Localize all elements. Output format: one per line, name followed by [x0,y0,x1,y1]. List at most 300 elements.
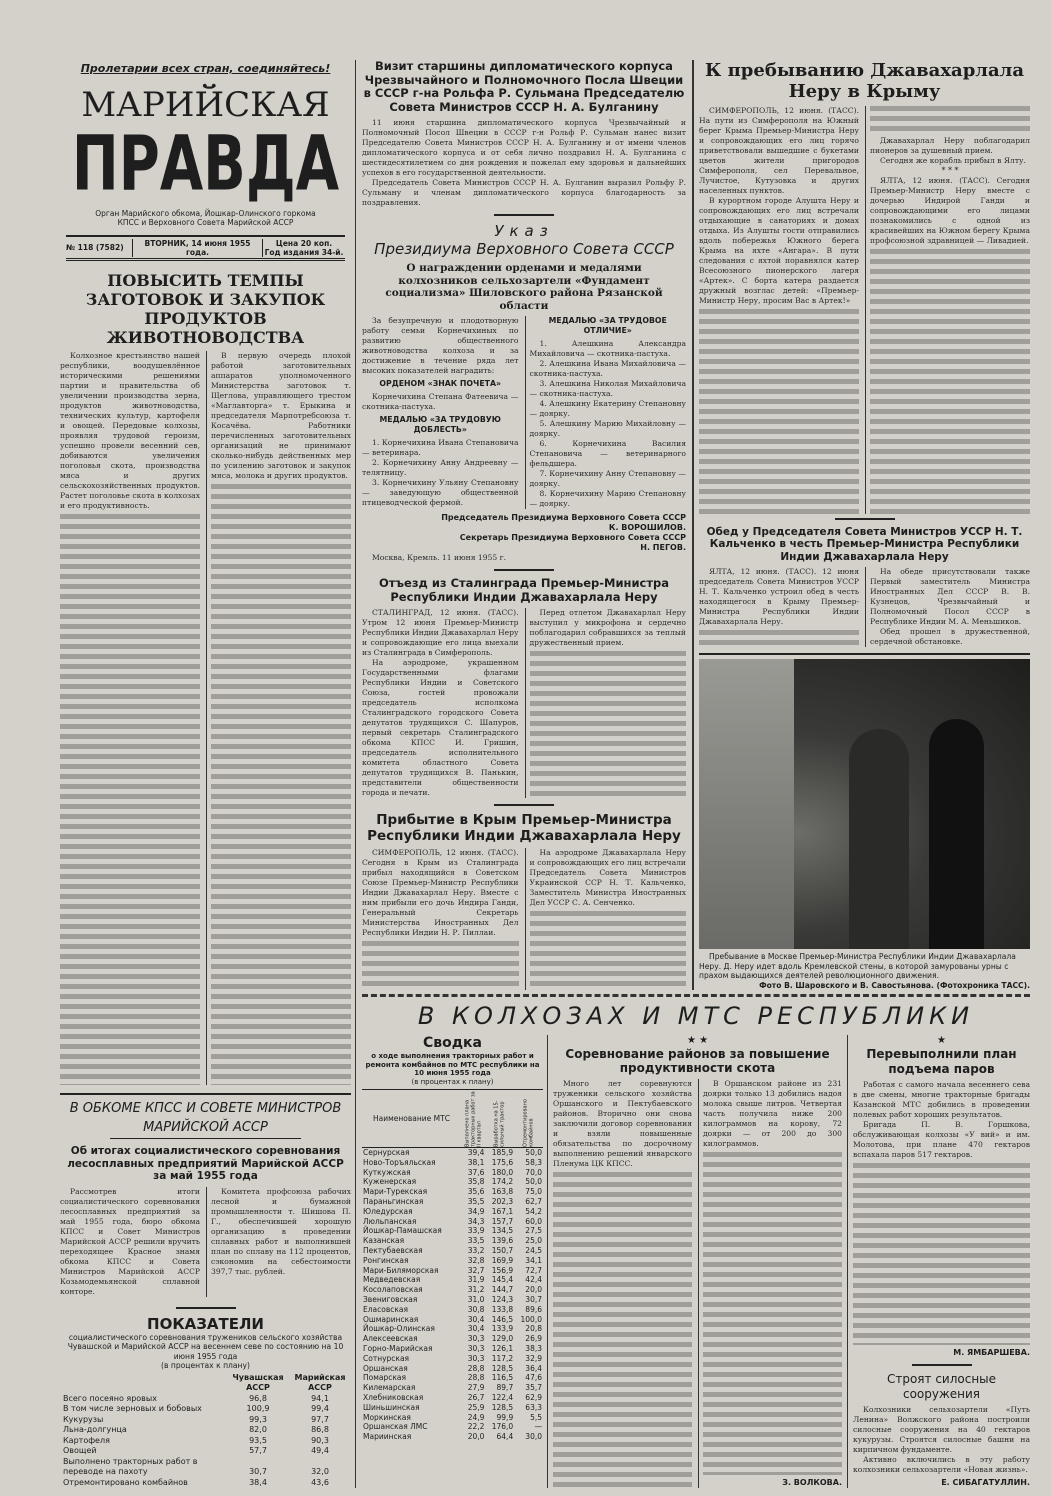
indicator-name: Льна-долгунца [63,1425,127,1434]
mts-name: Моркинская [363,1412,411,1422]
combines-value: 38,3 [525,1343,542,1353]
output-value: 167,1 [491,1206,514,1216]
organ-line: Орган Марийского обкома, Йошкар-Олинского горкома КПСС и Верховного Совета Марийской АССР [95,209,316,227]
masthead [60,60,351,261]
table-row [362,1187,543,1197]
mari-value: 43,6 [311,1477,329,1487]
output-value: 122,4 [491,1392,514,1402]
summary-table-section [362,1035,548,1488]
output-value: 145,4 [491,1275,514,1285]
combines-value: 50,0 [525,1177,542,1187]
mts-name: Йошкар-Олинская [363,1324,435,1334]
tractor-work-value: 28,8 [467,1373,485,1383]
departure-paragraph: Перед отлетом Джавахарлал Неру выступил у микрофона и сердечно поблагодарил собравшихся за теплый дружественный прием. [529,608,686,647]
table-row [362,1364,543,1374]
tractor-work-value: 28,8 [467,1363,485,1373]
mts-name: Куткужская [363,1167,411,1177]
price: Цена 20 коп. [275,238,333,248]
bulganin-article [362,60,686,222]
indicator-name: В том числе зерновых и бобовых [63,1404,202,1413]
output-value: 99,9 [496,1412,514,1422]
signature-title: Секретарь Президиума Верховного Совета СССР [459,533,686,542]
indicator-name: Овощей [63,1446,97,1455]
award-item: Корнечихина Степана Фатеевича — скотника-пастуха. [362,392,519,411]
chuvash-value: 30,7 [249,1467,267,1476]
departure-headline: Отъезд из Сталинграда Премьер-Министра Республики Индии Джавахарлала Неру [378,576,670,604]
divider [494,804,554,806]
tractor-work-value: 30,4 [467,1324,485,1334]
departure-article [362,577,686,812]
tractor-work-value: 25,9 [467,1402,485,1412]
tractor-work-value: 33,2 [467,1245,485,1255]
table-row [362,1403,543,1413]
combines-value: 36,4 [525,1363,542,1373]
rubric-line-1: В ОБКОМЕ КПСС И СОВЕТЕ МИНИСТРОВ [69,1101,342,1116]
combines-value: 25,0 [525,1236,542,1246]
column-header: Выработка на 15-сильный трактор [493,1100,506,1147]
dinner-paragraph: ЯЛТА, 12 июня. (ТАСС). 12 июня председатель Совета Министров УССР Н. Т. Кальченко устроил обед в честь находящегося в Крыму Премьер-Министра Республики Индии Джавахарлала Неру. [699,567,859,626]
combines-value: 27,5 [525,1226,542,1236]
divider [912,1364,972,1366]
mts-name: Горно-Марийская [363,1343,433,1353]
tractor-work-value: 22,2 [467,1422,485,1432]
table-row [362,1275,543,1285]
table-row [362,1256,543,1266]
competition-headline: Соревнование районов за повышение продуктивности скота [565,1047,830,1075]
signature-title: Председатель Президиума Верховного Совета СССР [441,513,686,522]
combines-value: — [534,1422,542,1432]
banner-title: В КОЛХОЗАХ И МТС РЕСПУБЛИКИ [417,1002,975,1030]
news-photo [699,659,1030,949]
table-row [60,1394,351,1405]
tractor-work-value: 32,8 [467,1255,485,1265]
author-signature: Е. СИБАГАТУЛЛИН. [941,1478,1030,1487]
tractor-work-value: 33,9 [467,1226,485,1236]
combines-value: 58,3 [525,1157,542,1167]
tractor-work-value: 20,0 [467,1432,485,1442]
table-row [362,1354,543,1364]
output-value: 126,1 [491,1343,514,1353]
combines-value: 24,5 [525,1245,542,1255]
table-row [362,1207,543,1217]
dinner-paragraph: Обед прошел в дружественной, сердечной обстановке. [870,627,1030,646]
issue-number: № 118 (7582) [66,243,124,252]
tractor-work-value: 30,8 [467,1304,485,1314]
tractor-work-value: 38,1 [467,1157,485,1167]
output-value: 124,3 [491,1294,514,1304]
output-value: 176,0 [491,1422,514,1432]
mts-name: Казанская [363,1236,405,1246]
combines-value: 20,0 [525,1285,542,1295]
crimea-paragraph: ЯЛТА, 12 июня. (ТАСС). Сегодня Премьер-Министр Неру вместе с дочерью Индирой Ганди и сопровождающими его лицами познакомились с одной из красивейших на Южном берегу Крыма профсоюзной здравницей — Ливадией. [870,176,1030,245]
text-column [60,514,200,1085]
indicators-subtitle: социалистического соревнования тружеников сельского хозяйства Чувашской и Марийской АССР на весеннем севе по состоянию на 10 июня 1955 года [67,1332,344,1361]
top-row [362,60,1030,990]
output-value: 133,8 [491,1304,514,1314]
mts-name: Пектубаевская [363,1245,423,1255]
text-column [211,484,351,1085]
indicators-section [60,1303,351,1489]
mts-name: Ронгинская [363,1255,409,1265]
editorial-paragraph: В первую очередь плохой работой заготовительных аппаратов уполномоченного Министерства заготовок т. Щеглова, управляющего трестом «Маглавторга» т. Ерыкина и председателя Марпотребсоюза т. Косачёва. Работники перечисленных заготовительных организаций не принимают сколько-нибудь действенных мер по усилению заготовок и закупок мяса, молока и других продуктов. [211,351,351,480]
mari-value: 94,1 [311,1393,329,1403]
table-row [362,1422,543,1432]
order-title: ОРДЕНОМ «ЗНАК ПОЧЕТА» [379,379,502,388]
mts-name: Оршанская [363,1363,408,1373]
mts-name: Мари-Биляморская [363,1265,439,1275]
combines-value: 32,9 [525,1353,542,1363]
award-item: 2. Корнечихину Анну Андреевну — телятницу. [362,458,519,477]
indicators-table [60,1373,351,1489]
output-value: 169,9 [491,1255,514,1265]
table-row [60,1457,351,1478]
table-row [362,1432,543,1442]
mari-value: 97,7 [311,1414,329,1424]
output-value: 139,6 [491,1236,514,1246]
photo-caption: Пребывание в Москве Премьер-Министра Республики Индии Джавахарлала Неру. Д. Неру идет вдоль Кремлевской стены, в которой замурованы урны с прахом выдающихся деятелей революционного движения. [699,952,1016,980]
mts-name: Звениговская [363,1294,418,1304]
mts-name: Ново-Торъяльская [363,1157,436,1167]
star: ★ [937,1035,946,1046]
mts-name: Куженерская [363,1177,417,1187]
table-row [362,1373,543,1383]
table-row [362,1197,543,1207]
text-column [699,309,859,514]
photo-caption-block [699,952,1030,990]
mts-name: Косолаповская [363,1285,423,1295]
output-value: 129,0 [491,1334,514,1344]
tractor-work-value: 34,9 [467,1206,485,1216]
table-row [362,1413,543,1423]
editorial-headline: ПОВЫСИТЬ ТЕМПЫ ЗАГОТОВОК И ЗАКУПОК ПРОДУКТОВ ЖИВОТНОВОДСТВА [85,271,326,347]
photo-block [699,653,1030,990]
table-row [362,1295,543,1305]
table-row [362,1217,543,1227]
divider [494,214,554,216]
right-area [362,60,1030,1488]
valor-title: МЕДАЛЬЮ «ЗА ТРУДОВУЮ ДОБЛЕСТЬ» [379,415,501,434]
divider [835,518,895,520]
column-header: Наименование МТС [372,1113,450,1123]
combines-value: 75,0 [525,1187,542,1197]
indicators-title: ПОКАЗАТЕЛИ [147,1314,264,1333]
output-value: 144,7 [491,1285,514,1295]
output-value: 175,6 [491,1157,514,1167]
arrival-article [362,812,686,990]
newspaper-title-main: ПРАВДА [71,120,340,209]
output-value: 174,2 [491,1177,514,1187]
tractor-work-value: 32,7 [467,1265,485,1275]
output-value: 156,9 [491,1265,514,1275]
tractor-work-value: 24,9 [467,1412,485,1422]
decree-subject: О награждении орденами и медалями колхозников сельхозартели «Фундамент социализма» Шиловского района Рязанской области [385,262,663,312]
tractor-work-value: 31,2 [467,1285,485,1295]
photo-figure [929,719,984,949]
output-value: 163,8 [491,1187,514,1197]
editorial-article [60,271,351,1085]
mari-value: 99,4 [311,1404,329,1413]
mts-name: Оршанская ЛМС [363,1422,428,1432]
text-column [362,941,519,990]
photo-credit: Фото В. Шаровского и В. Савостьянова. (Фотохроника ТАСС). [759,980,1030,990]
crimea-paragraph: СИМФЕРОПОЛЬ, 12 июня. (ТАСС). На пути из Симферополя на Южный берег Крыма Премьер-Министра Неру и сопровождающих его лиц горячо приветствовали вышедшие с букетами цветов жители пригородов Симферополя, сел Перевальное, Лучистое, Кутузовка и других населенных пунктов. [699,106,859,195]
output-value: 185,9 [491,1148,514,1157]
tractor-work-value: 26,7 [467,1392,485,1402]
mts-name: Мариинская [363,1432,412,1442]
mts-name: Ошмаринская [363,1314,419,1324]
table-row [60,1425,351,1436]
table-row [362,1177,543,1187]
tractor-work-value: 30,3 [467,1334,485,1344]
competition-article [548,1035,848,1488]
tractor-work-value: 31,0 [467,1294,485,1304]
mts-name: Помарская [363,1373,407,1383]
obkom-section [60,1093,351,1297]
arrival-paragraph: СИМФЕРОПОЛЬ, 12 июня. (ТАСС). Сегодня в Крым из Сталинграда прибыл находящийся в Советском Союзе Премьер-Министр Республики Индии Джавахарлал Неру. Вместе с ним прибыли его дочь Индира Ганди, Генеральный Секретарь Министерства Иностранных Дел Республики Индии Н. Р. Пиллаи. [362,848,519,937]
distinction-title: МЕДАЛЬЮ «ЗА ТРУДОВОЕ ОТЛИЧИЕ» [548,316,667,335]
column-header: Марийская АССР [294,1372,346,1392]
bulganin-paragraph: Председатель Совета Министров СССР Н. А. Булганин выразил Рольфу Р. Сульману и членам дипломатического корпуса благодарность за поздравления. [362,178,686,207]
output-value: 89,7 [496,1383,514,1393]
column-header: Выполнено плана тракторных работ за II квартал [464,1091,483,1147]
combines-value: 5,5 [530,1412,542,1422]
mts-name: Еласовская [363,1304,409,1314]
mts-name: Юледурская [363,1206,413,1216]
separator-stars: * * * [941,166,959,175]
obkom-paragraph: Комитета профсоюза рабочих лесной и бумажной промышленности т. Шишова П. Г., обеспечившей хорошую организацию в проведении сплавных работ и выполнившей план по сплаву на 112 процентов, сэкономив на себестоимости 397,7 тыс. рублей. [211,1186,351,1276]
output-value: 202,3 [491,1196,514,1206]
mts-name: Параньгинская [363,1196,424,1206]
indicator-name: Картофеля [63,1435,110,1445]
output-value: 128,5 [491,1363,514,1373]
dinner-article [699,518,1030,648]
table-row [362,1324,543,1334]
award-item: 4. Алешкину Екатерину Степановну — доярку. [529,399,686,418]
summary-title: Сводка [422,1035,482,1051]
text-column [530,651,687,798]
table-row [60,1478,351,1489]
award-item: 8. Корнечихину Марию Степановну — доярку. [529,489,686,508]
author-signature: З. ВОЛКОВА. [782,1478,842,1487]
summary-unit: (в процентах к плану) [411,1077,494,1086]
output-value: 134,5 [491,1226,514,1236]
publication-year: Год издания 34-й. [264,247,344,257]
mts-name: Хлебниковская [363,1392,424,1402]
chuvash-value: 57,7 [249,1446,267,1455]
departure-paragraph: СТАЛИНГРАД, 12 июня. (ТАСС). Утром 12 июня Премьер-Министр Республики Индии Джавахарлал Неру и сопровождающие его лица выехали из Сталинграда в Симферополь. [362,608,519,657]
combines-value: 26,9 [525,1334,542,1344]
combines-value: 100,0 [520,1314,542,1324]
crimea-article [699,60,1030,514]
slogan: Пролетарии всех стран, соединяйтесь! [80,62,331,75]
text-column [703,1152,842,1475]
table-row [362,1334,543,1344]
mts-name: Сернурская [363,1148,410,1157]
rubric-line-2: МАРИЙСКОЙ АССР [110,1120,301,1139]
tractor-work-value: 35,5 [467,1196,485,1206]
crimea-paragraph: Джавахарлал Неру поблагодарил пионеров за душевный прием. [870,136,1030,155]
mts-name: Мари-Турекская [363,1187,428,1197]
indicator-name: Отремонтировано комбайнов [63,1477,188,1487]
decree-issuer: Президиума Верховного Совета СССР [374,240,674,258]
crimea-paragraph: В курортном городе Алушта Неру и сопровождающих его лиц встречали отдыхающие в санаториях и домах отдыха. Из Алушты гости отправились вдоль побережья Южного берега Крыма на яхте «Ангара». В пути следования с яхтой поравнялся катер Всесоюзного пионерского лагеря «Артек». С борта катера раздается дружный возглас детей: «Премьер-Министр Неру, просим Вас в Артек!» [699,196,859,305]
indicator-name: Кукурузы [63,1414,104,1424]
silos-paragraph: Активно включились в эту работу колхозники сельхозартели «Новая жизнь». [853,1455,1030,1474]
fallow-article [848,1035,1030,1488]
indicator-name: Всего посеяно яровых [63,1393,157,1403]
output-value: 116,5 [491,1373,514,1383]
newspaper-title-top: МАРИЙСКАЯ [81,85,330,125]
arrival-headline: Прибытие в Крым Премьер-Министра Республики Индии Джавахарлала Неру [367,812,681,844]
table-row [362,1305,543,1315]
combines-value: 54,2 [525,1206,542,1216]
mts-name: Люльпанская [363,1216,417,1226]
indicator-name: Выполнено тракторных работ в переводе на пахоту [63,1456,198,1476]
mari-value: 86,8 [311,1425,329,1434]
competition-paragraph: В Оршанском районе из 231 доярки только 13 добились надоя молока свыше литров. Четвертая часть получила ниже 200 килограммов на корову, 72 доярки — от 200 до 300 килограммов. [703,1079,842,1148]
chuvash-value: 82,0 [249,1425,267,1434]
output-value: 117,2 [491,1353,514,1363]
award-item: 7. Корнечихину Анну Степановну — доярку. [529,469,686,488]
chuvash-value: 100,9 [246,1404,270,1413]
tractor-work-value: 27,9 [467,1383,485,1393]
chuvash-value: 93,5 [249,1435,267,1445]
editorial-paragraph: Колхозное крестьянство нашей республики, воодушевлённое историческими решениями партии и правительства об увеличении производства зерна, продуктов животноводства, технических культур, картофеля и овощей. Передовые колхозы, проявляя трудовой героизм, успешно провели весенний сев, добиваются увеличения поголовья скота, производства мяса и других сельскохозяйственных продуктов. Растет поголовье скота в колхозах и его продуктивность. [60,351,200,510]
bottom-row [362,1035,1030,1488]
combines-value: 62,9 [525,1392,542,1402]
silos-headline: Строят силосные сооружения [886,1372,997,1401]
text-column [530,911,687,990]
chuvash-value: 99,3 [249,1414,267,1424]
combines-value: 35,7 [525,1383,542,1393]
dinner-paragraph: На обеде присутствовали также Первый заместитель Министра Иностранных Дел СССР В. В. Кузнецов, Чрезвычайный и Полномочный Посол СССР в Республике Индии М. А. Меньшиков. [870,567,1030,626]
output-value: 146,5 [491,1314,514,1324]
combines-value: 30,7 [525,1294,542,1304]
output-value: 157,7 [491,1216,514,1226]
table-row [362,1148,543,1158]
left-column [60,60,356,1488]
table-row [362,1285,543,1295]
decree-intro: За безупречную и плодотворную работу семьи Корнечихиных по развитию общественного животноводства колхоза и за достижение в течение ряда лет высоких показателей наградить: [362,316,519,375]
tractor-work-value: 30,3 [467,1353,485,1363]
table-row [362,1266,543,1276]
table-row [60,1404,351,1415]
stars: ★ ★ [686,1035,709,1046]
arrival-paragraph: На аэродроме Джавахарлала Неру и сопровождающих его лиц встречали Председатель Совета Министров Украинской ССР Н. Т. Кальченко, Заместитель Министра Иностранных Дел УССР С. А. Сенченко. [529,848,686,907]
mts-name: Килемарская [363,1383,416,1393]
chuvash-value: 38,4 [249,1477,267,1487]
mts-name: Йошкар-Памашская [363,1226,442,1236]
tractor-work-value: 34,3 [467,1216,485,1226]
departure-paragraph: На аэродроме, украшенном Государственными флагами Республики Индии и Советского Союза, гостей провожали председатель исполкома Сталинградского городского Совета депутатов трудящихся С. Шапуров, первый секретарь Сталинградского обкома КПСС И. Гришин, председатель исполнительного комитета областного Совета депутатов трудящихся В. Панькин, представители общественности города и печати. [362,658,519,797]
output-value: 64,4 [496,1432,514,1442]
table-row [362,1383,543,1393]
award-item: 3. Корнечихину Ульяну Степановну — заведующую общественной птицеводческой фермой. [362,478,519,507]
award-item: 3. Алешкина Николая Михайловича — скотника-пастуха. [529,379,686,398]
photo-figure [849,729,909,949]
combines-value: 20,8 [525,1324,542,1334]
divider [494,569,554,571]
tractor-work-value: 30,3 [467,1343,485,1353]
crimea-paragraph: Сегодня же корабль прибыл в Ялту. [880,156,1026,165]
text-column [870,106,1030,136]
indicators-unit: (в процентах к плану) [161,1361,250,1370]
dinner-headline: Обед у Председателя Совета Министров УССР Н. Т. Кальченко в честь Премьер-Министра Республики Индии Джавахарлала Неру [706,525,1023,563]
column-header: Отремонтировано комбайнов [522,1099,535,1147]
combines-value: 50,0 [525,1148,542,1157]
table-row [60,1415,351,1426]
mari-value: 49,4 [311,1446,329,1455]
tractor-work-value: 35,6 [467,1187,485,1197]
tractor-work-value: 31,9 [467,1275,485,1285]
issue-bar [66,235,345,261]
divider [176,1307,236,1309]
combines-value: 42,4 [525,1275,542,1285]
signature-name: К. ВОРОШИЛОВ. [608,523,686,532]
table-row [362,1158,543,1168]
mari-value: 90,3 [311,1435,329,1445]
tractor-work-value: 37,6 [467,1167,485,1177]
photo-wall [699,659,794,949]
output-value: 150,7 [491,1245,514,1255]
table-row [362,1315,543,1325]
fallow-headline: Перевыполнили план подъема паров [866,1047,1017,1076]
text-column [853,1163,1030,1345]
section-banner [362,994,1030,1035]
decree-article [362,222,686,577]
text-column [699,630,859,647]
table-row [362,1168,543,1178]
fallow-paragraph: Бригада П. В. Горшкова, обслуживающая колхозы «У вий» и им. Молотова, при плане 470 гектаров вспахала паров 517 гектаров. [853,1120,1030,1159]
signature-name: Н. ПЕГОВ. [640,543,686,552]
mts-name: Медведевская [363,1275,421,1285]
text-column [870,249,1030,514]
award-item: 5. Алешкину Марию Михайловну — доярку. [529,419,686,438]
output-value: 133,9 [491,1324,514,1334]
mts-name: Алексеевская [363,1334,418,1344]
tractor-work-value: 39,4 [467,1148,485,1157]
silos-paragraph: Колхозники сельхозартели «Путь Ленина» Волжского района построили силосные сооружения на 40 гектаров кукурузы. Строятся силосные башни на кирпичном фундаменте. [853,1405,1030,1454]
table-row [362,1246,543,1256]
combines-value: 72,7 [525,1265,542,1275]
combines-value: 34,1 [525,1255,542,1265]
tractor-work-value: 33,5 [467,1236,485,1246]
middle-column [362,60,686,990]
text-column [553,1172,692,1488]
tractor-work-value: 30,4 [467,1314,485,1324]
obkom-headline: Об итогах социалистического соревнования лесосплавных предприятий Марийской АССР за май 1955 года [67,1145,344,1182]
table-row [60,1436,351,1447]
issue-date: ВТОРНИК, 14 июня 1955 года. [132,239,263,257]
crimea-headline: К пребыванию Джавахарлала Неру в Крыму [704,60,1025,102]
combines-value: 62,7 [525,1196,542,1206]
mts-name: Сотнурская [363,1353,410,1363]
mari-value: 32,0 [311,1467,329,1476]
combines-value: 30,0 [525,1432,542,1442]
table-row [362,1226,543,1236]
output-value: 180,0 [491,1167,514,1177]
obkom-paragraph: Рассмотрев итоги социалистического соревнования лесосплавных предприятий за май 1955 года, бюро обкома КПСС и Совет Министров Марийской АССР решили вручить переходящее Красное знамя обкома КПСС и Совета Министров Марийской АССР Козьмодемьянской сплавной конторе. [60,1186,200,1296]
table-row [362,1393,543,1403]
decree-kicker: Указ [494,222,554,240]
combines-value: 70,0 [525,1167,542,1177]
fallow-paragraph: Работая с самого начала весеннего сева в две смены, многие тракторные бригады Казанской МТС добились в проведении полевых работ хороших результатов. [853,1080,1030,1119]
bulganin-headline: Визит старшины дипломатического корпуса Чрезвычайного и Полномочного Посла Швеции в СССР г-на Рольфа Р. Сульмана Председателю Совета Министров СССР Н. А. Булганину [363,59,685,114]
summary-table [362,1089,543,1442]
combines-value: 47,6 [525,1373,542,1383]
award-item: 1. Алешкина Александра Михайловича — скотника-пастуха. [529,339,686,358]
table-row [362,1236,543,1246]
